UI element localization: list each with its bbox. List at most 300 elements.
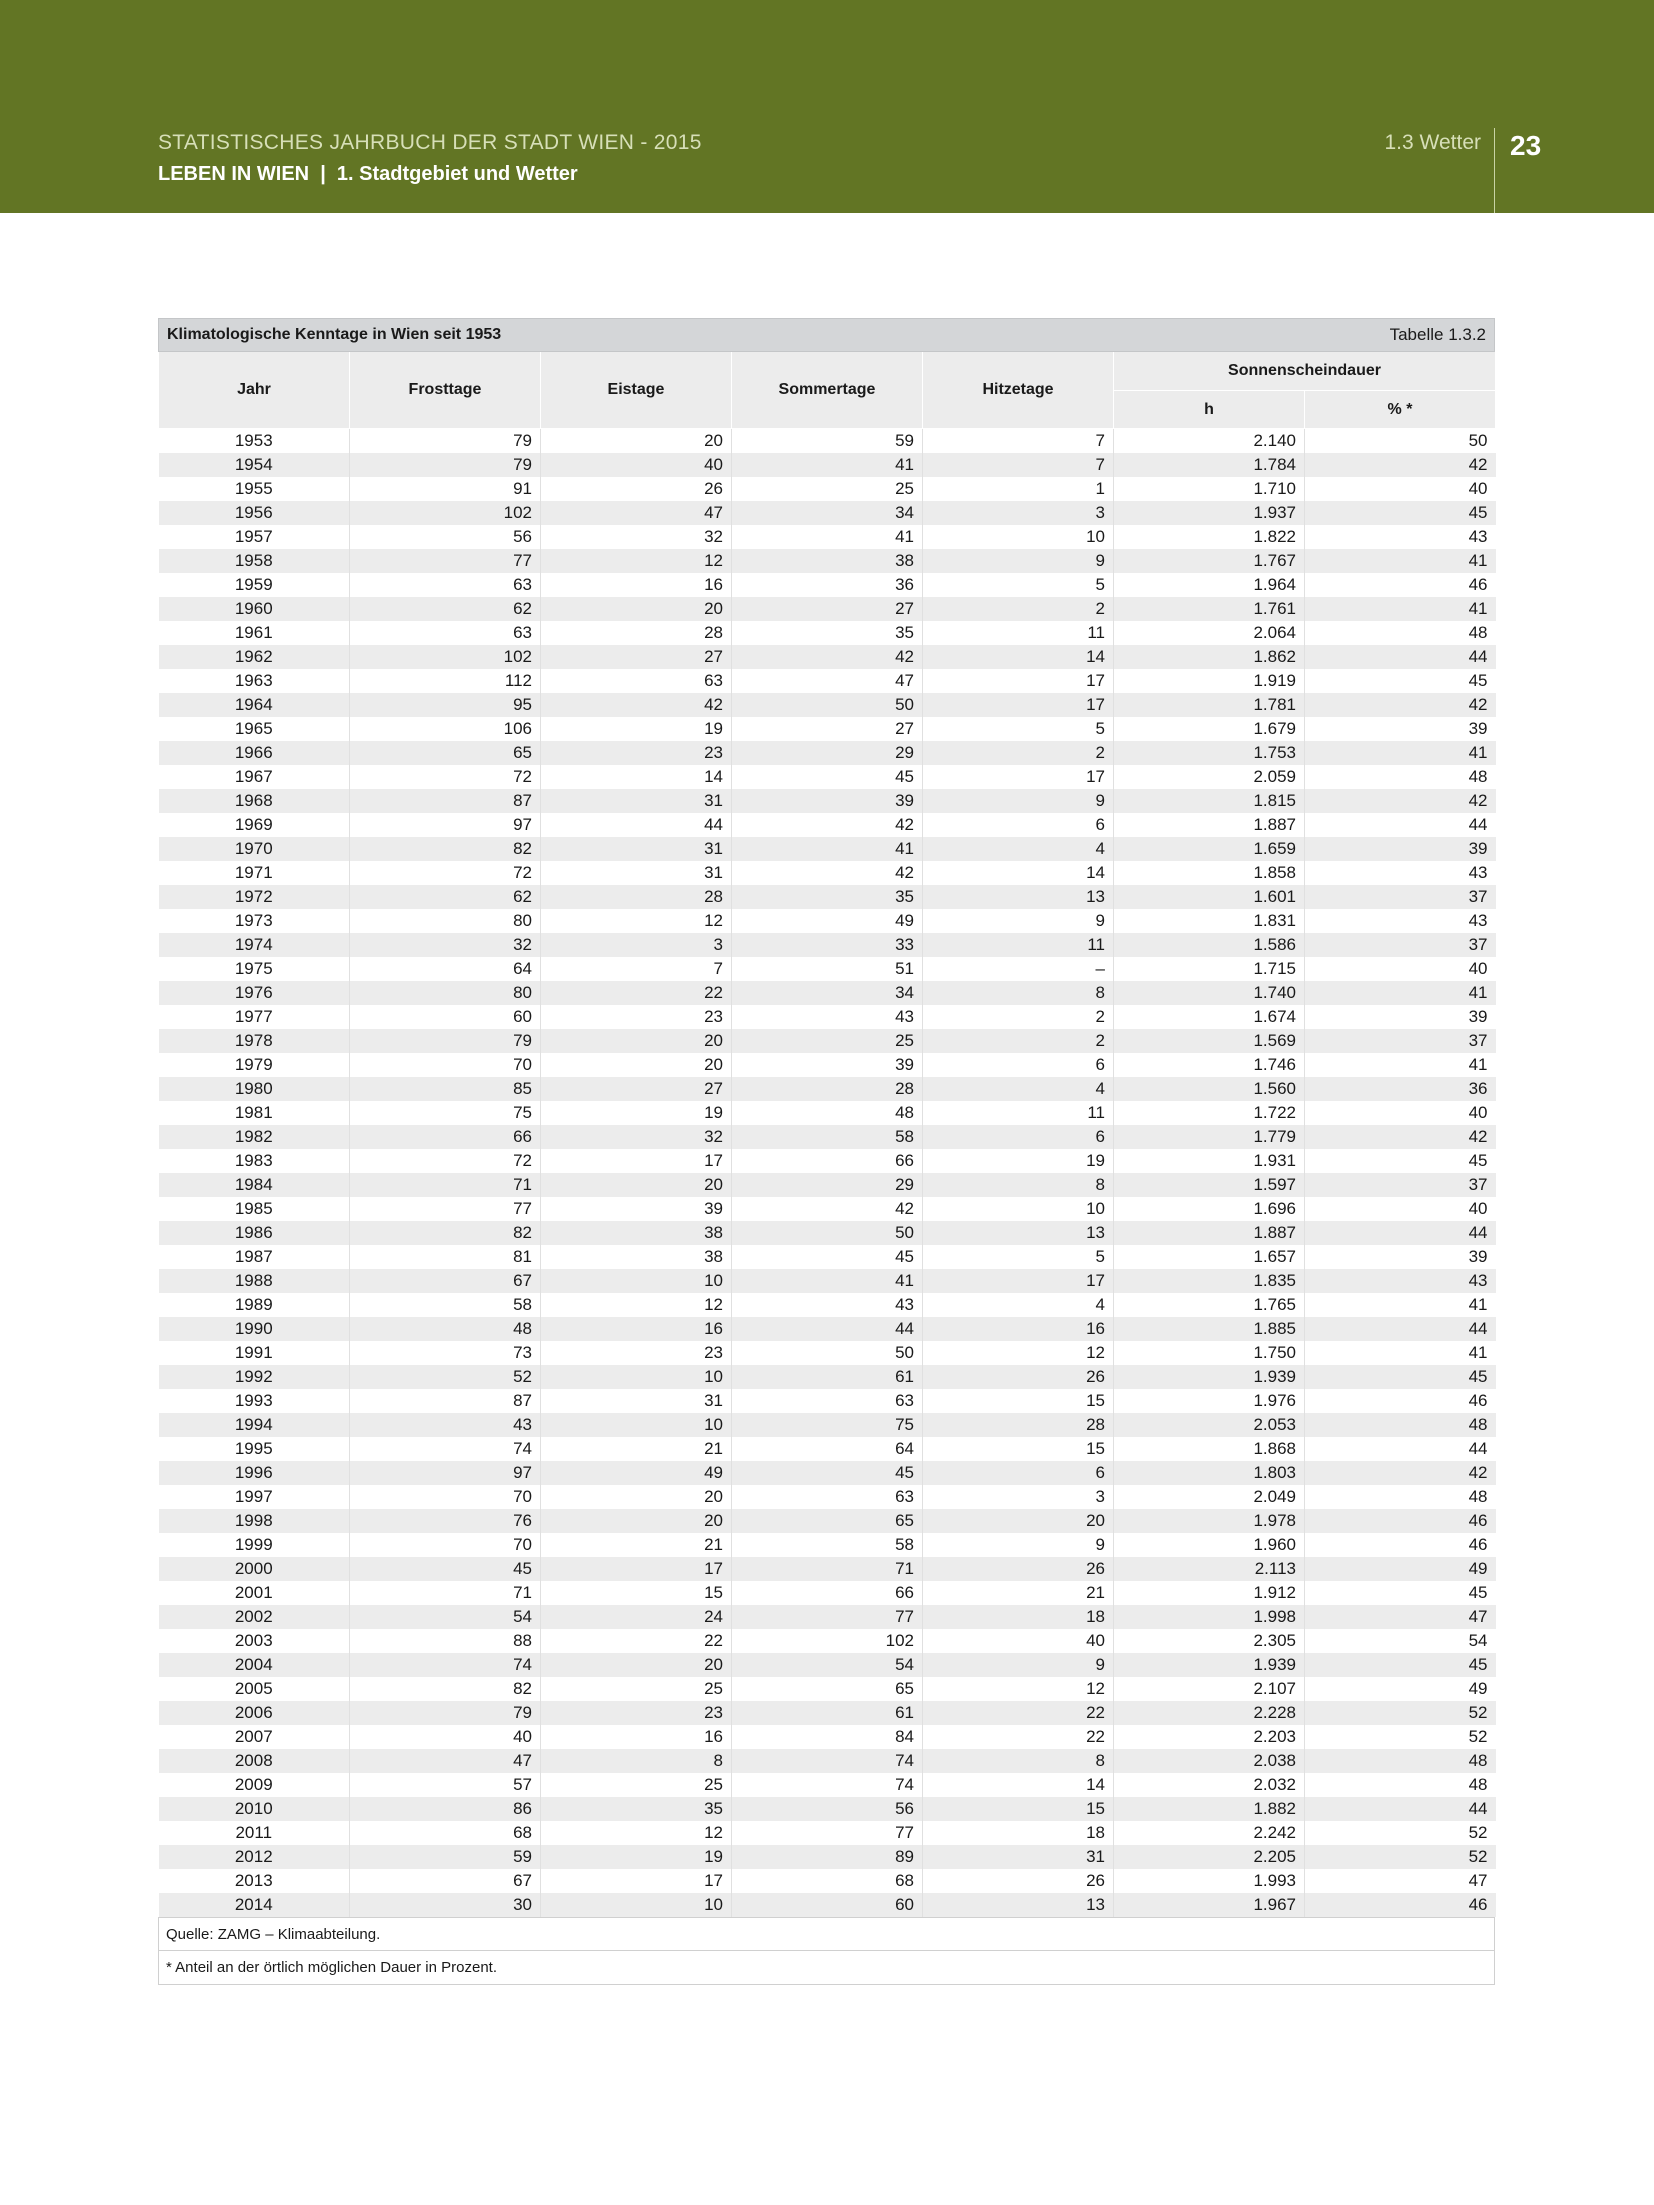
- cell-eistage: 39: [541, 1197, 732, 1221]
- cell-jahr: 1970: [159, 837, 350, 861]
- cell-frosttage: 75: [350, 1101, 541, 1125]
- cell-frosttage: 60: [350, 1005, 541, 1029]
- cell-jahr: 1965: [234, 719, 273, 738]
- cell-sonnenprozent: 46: [1305, 1509, 1496, 1533]
- cell-sonnenprozent: 48: [1305, 1485, 1496, 1509]
- cell-frosttage: 47: [350, 1749, 541, 1773]
- table-row: [159, 1125, 1496, 1149]
- table-row: [159, 1269, 1496, 1293]
- cell-frosttage: 56: [350, 525, 541, 549]
- cell-hitzetage: 12: [923, 1677, 1114, 1701]
- cell-sonnenprozent: 42: [1305, 693, 1496, 717]
- table-title-bar: [158, 318, 1495, 352]
- cell-sonnenstunden: 1.931: [1114, 1149, 1305, 1173]
- cell-hitzetage: 14: [923, 645, 1114, 669]
- cell-hitzetage: 6: [923, 1125, 1114, 1149]
- cell-hitzetage: 15: [923, 1389, 1114, 1413]
- cell-eistage: 40: [541, 453, 732, 477]
- cell-sonnenprozent: 41: [1305, 549, 1496, 573]
- cell-eistage: 35: [541, 1797, 732, 1821]
- table-row: [159, 1581, 1496, 1605]
- cell-sommertage: 61: [732, 1365, 923, 1389]
- table-row: [159, 1557, 1496, 1581]
- cell-eistage: 16: [541, 1725, 732, 1749]
- cell-sonnenstunden: 2.059: [1114, 765, 1305, 789]
- cell-sommertage: 51: [732, 957, 923, 981]
- cell-hitzetage: 22: [923, 1701, 1114, 1725]
- cell-sommertage: 42: [732, 861, 923, 885]
- cell-sonnenstunden: 2.242: [1114, 1821, 1305, 1845]
- cell-sommertage: 58: [732, 1533, 923, 1557]
- cell-sonnenprozent: 37: [1305, 885, 1496, 909]
- cell-eistage: 8: [541, 1749, 732, 1773]
- cell-sonnenprozent: 49: [1305, 1677, 1496, 1701]
- cell-sonnenprozent: 37: [1305, 933, 1496, 957]
- header-divider: [1494, 128, 1495, 213]
- cell-sonnenprozent: 44: [1305, 1317, 1496, 1341]
- cell-sonnenstunden: 1.696: [1114, 1197, 1305, 1221]
- cell-frosttage: 45: [350, 1557, 541, 1581]
- cell-frosttage: 88: [350, 1629, 541, 1653]
- cell-sonnenprozent: 47: [1305, 1605, 1496, 1629]
- cell-sommertage: 43: [732, 1005, 923, 1029]
- cell-sonnenstunden: 1.815: [1114, 789, 1305, 813]
- cell-jahr: 2003: [234, 1631, 273, 1650]
- cell-eistage: 27: [541, 1077, 732, 1101]
- cell-sommertage: 42: [732, 813, 923, 837]
- cell-sonnenstunden: 1.919: [1114, 669, 1305, 693]
- cell-hitzetage: 11: [923, 621, 1114, 645]
- cell-sommertage: 77: [732, 1821, 923, 1845]
- cell-eistage: 16: [541, 1317, 732, 1341]
- cell-sonnenprozent: 44: [1305, 1437, 1496, 1461]
- table-title: Klimatologische Kenntage in Wien seit 1953: [167, 326, 502, 343]
- table-row: [159, 1725, 1496, 1749]
- cell-eistage: 20: [541, 1173, 732, 1197]
- cell-sonnenstunden: 1.937: [1114, 501, 1305, 525]
- cell-eistage: 19: [541, 1845, 732, 1869]
- cell-jahr: 2007: [234, 1727, 273, 1746]
- cell-eistage: 10: [541, 1365, 732, 1389]
- cell-frosttage: 112: [350, 669, 541, 693]
- cell-jahr: 1989: [234, 1295, 273, 1314]
- cell-frosttage: 71: [350, 1581, 541, 1605]
- cell-eistage: 23: [541, 741, 732, 765]
- table-row: [159, 1173, 1496, 1197]
- cell-hitzetage: 15: [923, 1797, 1114, 1821]
- cell-eistage: 20: [541, 1485, 732, 1509]
- column-header-hitzetage: Hitzetage: [923, 352, 1114, 429]
- cell-sonnenprozent: 45: [1305, 1149, 1496, 1173]
- cell-frosttage: 79: [350, 453, 541, 477]
- cell-sonnenstunden: 1.976: [1114, 1389, 1305, 1413]
- cell-sommertage: 59: [732, 429, 923, 454]
- cell-jahr: 2010: [159, 1797, 350, 1821]
- cell-jahr: 1980: [159, 1077, 350, 1101]
- cell-sonnenprozent: 41: [1305, 1341, 1496, 1365]
- cell-sonnenprozent: 43: [1305, 1269, 1496, 1293]
- table-row: [159, 909, 1496, 933]
- cell-hitzetage: 21: [923, 1581, 1114, 1605]
- table-row: [159, 1221, 1496, 1245]
- cell-eistage: 10: [541, 1893, 732, 1917]
- cell-jahr: 2004: [159, 1653, 350, 1677]
- table-row: [159, 741, 1496, 765]
- cell-sonnenprozent: 39: [1305, 1245, 1496, 1269]
- table-row: [159, 1461, 1496, 1485]
- page-number: 23: [1510, 130, 1542, 161]
- cell-jahr: 1982: [159, 1125, 350, 1149]
- cell-sommertage: 50: [732, 1221, 923, 1245]
- cell-hitzetage: 8: [923, 1173, 1114, 1197]
- column-header-sonnenscheindauer: Sonnenscheindauer: [1114, 352, 1496, 391]
- table-row: [159, 525, 1496, 549]
- cell-hitzetage: 15: [923, 1437, 1114, 1461]
- table-row: [159, 1701, 1496, 1725]
- cell-sommertage: 84: [732, 1725, 923, 1749]
- table-row: [159, 1437, 1496, 1461]
- cell-sommertage: 66: [732, 1149, 923, 1173]
- cell-sommertage: 71: [732, 1557, 923, 1581]
- cell-jahr: 1990: [159, 1317, 350, 1341]
- cell-jahr: 1977: [234, 1007, 273, 1026]
- cell-frosttage: 102: [350, 501, 541, 525]
- cell-sonnenprozent: 54: [1305, 1629, 1496, 1653]
- cell-sonnenstunden: 2.038: [1114, 1749, 1305, 1773]
- cell-jahr: 1993: [234, 1391, 273, 1410]
- cell-sonnenstunden: 1.835: [1114, 1269, 1305, 1293]
- cell-frosttage: 81: [350, 1245, 541, 1269]
- cell-sonnenstunden: 1.960: [1114, 1533, 1305, 1557]
- cell-jahr: 1981: [234, 1103, 273, 1122]
- cell-hitzetage: 13: [923, 1893, 1114, 1917]
- table-row: [159, 1677, 1496, 1701]
- cell-hitzetage: 17: [923, 669, 1114, 693]
- cell-frosttage: 72: [350, 1149, 541, 1173]
- cell-frosttage: 64: [350, 957, 541, 981]
- cell-sommertage: 64: [732, 1437, 923, 1461]
- cell-hitzetage: 26: [923, 1869, 1114, 1893]
- cell-hitzetage: 17: [923, 765, 1114, 789]
- cell-jahr: 1987: [234, 1247, 273, 1266]
- cell-eistage: 42: [541, 693, 732, 717]
- section-title: LEBEN IN WIEN | 1. Stadtgebiet und Wetter: [158, 163, 578, 185]
- table-row: [159, 1749, 1496, 1773]
- cell-hitzetage: 11: [923, 1101, 1114, 1125]
- cell-jahr: 1963: [234, 671, 273, 690]
- cell-sonnenstunden: 2.049: [1114, 1485, 1305, 1509]
- cell-hitzetage: 1: [923, 477, 1114, 501]
- cell-sonnenprozent: 44: [1305, 645, 1496, 669]
- cell-hitzetage: 13: [923, 885, 1114, 909]
- cell-sonnenprozent: 48: [1305, 1773, 1496, 1797]
- cell-eistage: 15: [541, 1581, 732, 1605]
- cell-jahr: 1983: [234, 1151, 273, 1170]
- column-header-percent: % *: [1305, 391, 1496, 429]
- cell-frosttage: 62: [350, 885, 541, 909]
- cell-hitzetage: 19: [923, 1149, 1114, 1173]
- cell-sonnenstunden: 1.761: [1114, 597, 1305, 621]
- cell-sonnenstunden: 1.679: [1114, 717, 1305, 741]
- table-row: [159, 1341, 1496, 1365]
- table-row: [159, 1077, 1496, 1101]
- cell-sonnenstunden: 1.939: [1114, 1653, 1305, 1677]
- cell-eistage: 21: [541, 1437, 732, 1461]
- cell-frosttage: 66: [350, 1125, 541, 1149]
- cell-sonnenstunden: 1.967: [1114, 1893, 1305, 1917]
- cell-jahr: 1979: [234, 1055, 273, 1074]
- cell-sonnenstunden: 2.064: [1114, 621, 1305, 645]
- table-row: [159, 1413, 1496, 1437]
- chapter-label: 1.3 Wetter: [1384, 131, 1481, 154]
- table-row: [159, 669, 1496, 693]
- cell-hitzetage: 8: [923, 981, 1114, 1005]
- cell-eistage: 12: [541, 1293, 732, 1317]
- cell-sonnenstunden: 1.882: [1114, 1797, 1305, 1821]
- table-row: [159, 1029, 1496, 1053]
- table-row: [159, 1317, 1496, 1341]
- cell-jahr: 2008: [159, 1749, 350, 1773]
- table-row: [159, 861, 1496, 885]
- cell-sonnenprozent: 37: [1305, 1173, 1496, 1197]
- cell-frosttage: 86: [350, 1797, 541, 1821]
- cell-sommertage: 60: [732, 1893, 923, 1917]
- cell-frosttage: 87: [350, 1389, 541, 1413]
- cell-sommertage: 27: [732, 597, 923, 621]
- cell-eistage: 63: [541, 669, 732, 693]
- cell-eistage: 20: [541, 1053, 732, 1077]
- cell-sommertage: 56: [732, 1797, 923, 1821]
- cell-sonnenstunden: 1.784: [1114, 453, 1305, 477]
- cell-sommertage: 65: [732, 1509, 923, 1533]
- cell-sonnenprozent: 52: [1305, 1701, 1496, 1725]
- cell-frosttage: 80: [350, 981, 541, 1005]
- cell-sonnenprozent: 40: [1305, 477, 1496, 501]
- cell-jahr: 1969: [234, 815, 273, 834]
- cell-jahr: 2011: [235, 1823, 273, 1842]
- cell-hitzetage: 9: [923, 1653, 1114, 1677]
- cell-frosttage: 97: [350, 813, 541, 837]
- table-row: [159, 549, 1496, 573]
- cell-frosttage: 67: [350, 1869, 541, 1893]
- cell-eistage: 12: [541, 1821, 732, 1845]
- cell-jahr: 1968: [159, 789, 350, 813]
- cell-sommertage: 25: [732, 1029, 923, 1053]
- table-row: [159, 1005, 1496, 1029]
- cell-jahr: 2002: [159, 1605, 350, 1629]
- cell-frosttage: 77: [350, 549, 541, 573]
- cell-sonnenstunden: 2.205: [1114, 1845, 1305, 1869]
- cell-frosttage: 73: [350, 1341, 541, 1365]
- cell-frosttage: 80: [350, 909, 541, 933]
- cell-frosttage: 72: [350, 861, 541, 885]
- cell-sommertage: 74: [732, 1773, 923, 1797]
- cell-sommertage: 63: [732, 1389, 923, 1413]
- table-row: [159, 1605, 1496, 1629]
- cell-hitzetage: 4: [923, 1077, 1114, 1101]
- cell-frosttage: 62: [350, 597, 541, 621]
- cell-hitzetage: 9: [923, 789, 1114, 813]
- cell-hitzetage: 9: [923, 909, 1114, 933]
- cell-sommertage: 89: [732, 1845, 923, 1869]
- cell-sommertage: 43: [732, 1293, 923, 1317]
- table-row: [159, 1797, 1496, 1821]
- cell-sonnenprozent: 39: [1305, 717, 1496, 741]
- cell-hitzetage: 8: [923, 1749, 1114, 1773]
- cell-sonnenstunden: 1.657: [1114, 1245, 1305, 1269]
- cell-sommertage: 74: [732, 1749, 923, 1773]
- cell-hitzetage: 2: [923, 597, 1114, 621]
- cell-jahr: 1964: [159, 693, 350, 717]
- table-header: [159, 352, 1496, 429]
- cell-sommertage: 27: [732, 717, 923, 741]
- cell-jahr: 1961: [234, 623, 273, 642]
- publication-title: STATISTISCHES JAHRBUCH DER STADT WIEN - 2015: [158, 131, 702, 154]
- cell-jahr: 1995: [234, 1439, 273, 1458]
- cell-hitzetage: 7: [923, 429, 1114, 454]
- cell-frosttage: 59: [350, 1845, 541, 1869]
- cell-eistage: 14: [541, 765, 732, 789]
- cell-jahr: 1976: [159, 981, 350, 1005]
- cell-frosttage: 87: [350, 789, 541, 813]
- table-row: [159, 717, 1496, 741]
- cell-frosttage: 91: [350, 477, 541, 501]
- cell-frosttage: 68: [350, 1821, 541, 1845]
- table-row: [159, 1365, 1496, 1389]
- cell-sommertage: 44: [732, 1317, 923, 1341]
- cell-sonnenprozent: 39: [1305, 837, 1496, 861]
- cell-sommertage: 61: [732, 1701, 923, 1725]
- cell-sonnenprozent: 48: [1305, 1413, 1496, 1437]
- table-row: [159, 1821, 1496, 1845]
- table-row: [159, 933, 1496, 957]
- cell-eistage: 26: [541, 477, 732, 501]
- cell-jahr: 2000: [159, 1557, 350, 1581]
- cell-eistage: 22: [541, 1629, 732, 1653]
- cell-jahr: 1956: [159, 501, 350, 525]
- table-footnote: * Anteil an der örtlich möglichen Dauer in Prozent.: [158, 1951, 1495, 1985]
- table-row: [159, 477, 1496, 501]
- cell-sommertage: 45: [732, 1245, 923, 1269]
- cell-sonnenstunden: 1.740: [1114, 981, 1305, 1005]
- cell-jahr: 1958: [159, 549, 350, 573]
- cell-jahr: 1991: [234, 1343, 273, 1362]
- cell-sonnenprozent: 44: [1305, 813, 1496, 837]
- cell-sonnenstunden: 1.674: [1114, 1005, 1305, 1029]
- cell-eistage: 12: [541, 549, 732, 573]
- cell-sonnenprozent: 43: [1305, 861, 1496, 885]
- cell-sonnenstunden: 1.781: [1114, 693, 1305, 717]
- cell-sommertage: 36: [732, 573, 923, 597]
- cell-sonnenstunden: 1.912: [1114, 1581, 1305, 1605]
- cell-jahr: 1984: [159, 1173, 350, 1197]
- cell-sommertage: 41: [732, 525, 923, 549]
- cell-frosttage: 77: [350, 1197, 541, 1221]
- cell-eistage: 44: [541, 813, 732, 837]
- cell-frosttage: 70: [350, 1533, 541, 1557]
- cell-jahr: 1994: [159, 1413, 350, 1437]
- cell-sommertage: 54: [732, 1653, 923, 1677]
- cell-jahr: 1972: [159, 885, 350, 909]
- cell-frosttage: 70: [350, 1053, 541, 1077]
- cell-frosttage: 102: [350, 645, 541, 669]
- cell-sonnenprozent: 46: [1305, 1533, 1496, 1557]
- cell-sonnenstunden: 1.831: [1114, 909, 1305, 933]
- cell-hitzetage: 2: [923, 1029, 1114, 1053]
- cell-frosttage: 30: [350, 1893, 541, 1917]
- cell-eistage: 23: [541, 1701, 732, 1725]
- cell-jahr: 1973: [234, 911, 273, 930]
- cell-sommertage: 63: [732, 1485, 923, 1509]
- cell-eistage: 23: [541, 1341, 732, 1365]
- cell-hitzetage: 18: [923, 1821, 1114, 1845]
- cell-hitzetage: 5: [923, 717, 1114, 741]
- cell-sonnenprozent: 46: [1305, 573, 1496, 597]
- cell-hitzetage: 13: [923, 1221, 1114, 1245]
- table-row: [159, 765, 1496, 789]
- cell-eistage: 31: [541, 837, 732, 861]
- cell-sommertage: 68: [732, 1869, 923, 1893]
- cell-jahr: 1992: [159, 1365, 350, 1389]
- cell-frosttage: 76: [350, 1509, 541, 1533]
- table-row: [159, 597, 1496, 621]
- cell-sonnenprozent: 42: [1305, 789, 1496, 813]
- cell-sommertage: 39: [732, 1053, 923, 1077]
- cell-sonnenstunden: 1.710: [1114, 477, 1305, 501]
- cell-eistage: 31: [541, 1389, 732, 1413]
- cell-sonnenstunden: 2.305: [1114, 1629, 1305, 1653]
- cell-hitzetage: 3: [923, 1485, 1114, 1509]
- cell-sonnenprozent: 48: [1305, 1749, 1496, 1773]
- cell-sonnenstunden: 2.203: [1114, 1725, 1305, 1749]
- cell-jahr: 2012: [159, 1845, 350, 1869]
- cell-frosttage: 58: [350, 1293, 541, 1317]
- cell-eistage: 10: [541, 1269, 732, 1293]
- cell-frosttage: 79: [350, 1029, 541, 1053]
- cell-frosttage: 82: [350, 837, 541, 861]
- cell-sommertage: 35: [732, 885, 923, 909]
- cell-eistage: 19: [541, 1101, 732, 1125]
- cell-hitzetage: 26: [923, 1365, 1114, 1389]
- cell-sommertage: 58: [732, 1125, 923, 1149]
- cell-hitzetage: 9: [923, 549, 1114, 573]
- cell-eistage: 20: [541, 1509, 732, 1533]
- cell-sonnenstunden: 1.822: [1114, 525, 1305, 549]
- cell-jahr: 2014: [159, 1893, 350, 1917]
- cell-hitzetage: 5: [923, 573, 1114, 597]
- cell-eistage: 20: [541, 1029, 732, 1053]
- cell-eistage: 20: [541, 429, 732, 454]
- cell-sommertage: 50: [732, 693, 923, 717]
- cell-sonnenprozent: 42: [1305, 453, 1496, 477]
- table-row: [159, 1653, 1496, 1677]
- cell-sonnenstunden: 1.939: [1114, 1365, 1305, 1389]
- cell-frosttage: 48: [350, 1317, 541, 1341]
- cell-jahr: 2013: [234, 1871, 273, 1890]
- cell-hitzetage: 9: [923, 1533, 1114, 1557]
- table-row: [159, 573, 1496, 597]
- cell-frosttage: 67: [350, 1269, 541, 1293]
- cell-sonnenprozent: 45: [1305, 501, 1496, 525]
- cell-frosttage: 74: [350, 1653, 541, 1677]
- cell-eistage: 17: [541, 1149, 732, 1173]
- table-row: [159, 957, 1496, 981]
- cell-eistage: 20: [541, 1653, 732, 1677]
- cell-hitzetage: 20: [923, 1509, 1114, 1533]
- cell-eistage: 38: [541, 1245, 732, 1269]
- cell-frosttage: 85: [350, 1077, 541, 1101]
- cell-jahr: 1986: [159, 1221, 350, 1245]
